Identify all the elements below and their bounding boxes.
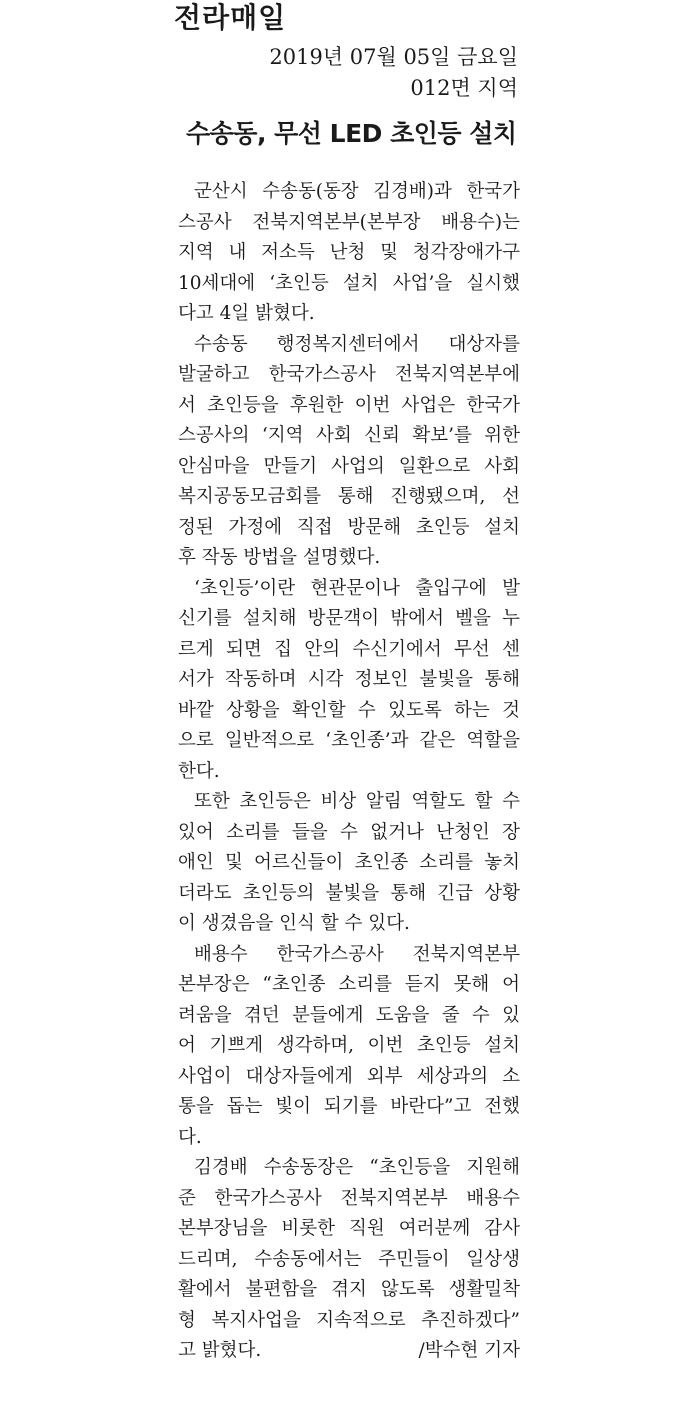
article-line: 신기를 설치해 방문객이 밖에서 벨을 누 — [178, 608, 520, 629]
article-line: 본부장님을 비롯한 직원 여러분께 감사 — [178, 1218, 520, 1239]
article-line: 지역 내 저소득 난청 및 청각장애가구 — [178, 242, 520, 263]
article-line: 발굴하고 한국가스공사 전북지역본부에 — [178, 364, 520, 385]
article-line: 있어 소리를 들을 수 없거나 난청인 장 — [178, 821, 520, 843]
newspaper-masthead: 전라매일 — [174, 1, 287, 34]
publication-date: 2019년 07월 05일 금요일 — [269, 45, 518, 69]
article-line: 한다. — [178, 760, 220, 782]
article-line: 르게 되면 집 안의 수신기에서 무선 센 — [178, 638, 520, 660]
article-line: 복지공동모금회를 통해 진행됐으며, 선 — [178, 486, 520, 507]
article-line: 애인 및 어르신들이 초인종 소리를 놓치 — [178, 852, 520, 873]
article-line: 다고 4일 밝혔다. — [178, 303, 315, 324]
article-line: 활에서 불편함을 겪지 않도록 생활밀착 — [178, 1279, 520, 1300]
article-line: 후 작동 방법을 설명했다. — [178, 547, 381, 568]
article-line: 이 생겼음을 인식 할 수 있다. — [178, 913, 410, 934]
article-line: 더라도 초인등의 불빛을 통해 긴급 상황 — [178, 882, 520, 904]
article-line: 군산시 수송동(동장 김경배)과 한국가 — [194, 181, 520, 202]
article-line: 려움을 겪던 분들에게 도움을 줄 수 있 — [178, 1004, 520, 1026]
article-line: 어 기쁘게 생각하며, 이번 초인등 설치 — [178, 1035, 520, 1056]
article-line: 바깥 상황을 확인할 수 있도록 하는 것 — [178, 699, 520, 721]
article-line: ‘초인등’이란 현관문이나 출입구에 발 — [194, 577, 520, 599]
article-line: 형 복지사업을 지속적으로 추진하겠다” — [178, 1309, 520, 1331]
article-line: 고 밝혔다. — [178, 1340, 262, 1361]
article-body — [178, 177, 520, 1367]
article-line: 사업이 대상자들에게 외부 세상과의 소 — [178, 1065, 520, 1087]
article-line: 으로 일반적으로 ‘초인종’과 같은 역할을 — [178, 730, 520, 751]
article-line: 서 초인등을 후원한 이번 사업은 한국가 — [178, 394, 520, 416]
article-line: 10세대에 ‘초인등 설치 사업’을 실시했 — [178, 272, 520, 294]
article-line: 본부장은 “초인종 소리를 듣지 못해 어 — [178, 974, 520, 995]
article-line: 김경배 수송동장은 “초인등을 지원해 — [194, 1157, 520, 1178]
closing-line-row — [178, 1336, 520, 1367]
article-line: 통을 돕는 빛이 되기를 바란다”고 전했 — [178, 1096, 520, 1117]
article-line: 정된 가정에 직접 방문해 초인등 설치 — [178, 516, 520, 538]
reporter-byline: /박수현 기자 — [418, 1340, 520, 1361]
article-line: 드리며, 수송동에서는 주민들이 일상생 — [178, 1248, 520, 1270]
article-headline: 수송동, 무선 LED 초인등 설치 — [186, 119, 517, 148]
article-line: 서가 작동하며 시각 정보인 불빛을 통해 — [178, 669, 520, 690]
article-line: 배용수 한국가스공사 전북지역본부 — [194, 943, 520, 965]
article-line: 준 한국가스공사 전북지역본부 배용수 — [178, 1187, 520, 1209]
article-line: 다. — [178, 1126, 202, 1148]
page-section: 012면 지역 — [410, 76, 518, 100]
article-line: 또한 초인등은 비상 알림 역할도 할 수 — [194, 791, 520, 812]
article-line: 수송동 행정복지센터에서 대상자를 — [194, 333, 520, 355]
article-line: 스공사 전북지역본부(본부장 배용수)는 — [178, 211, 520, 233]
article-line: 스공사의 ‘지역 사회 신뢰 확보’를 위한 — [178, 425, 520, 446]
article-line: 안심마을 만들기 사업의 일환으로 사회 — [178, 455, 520, 477]
